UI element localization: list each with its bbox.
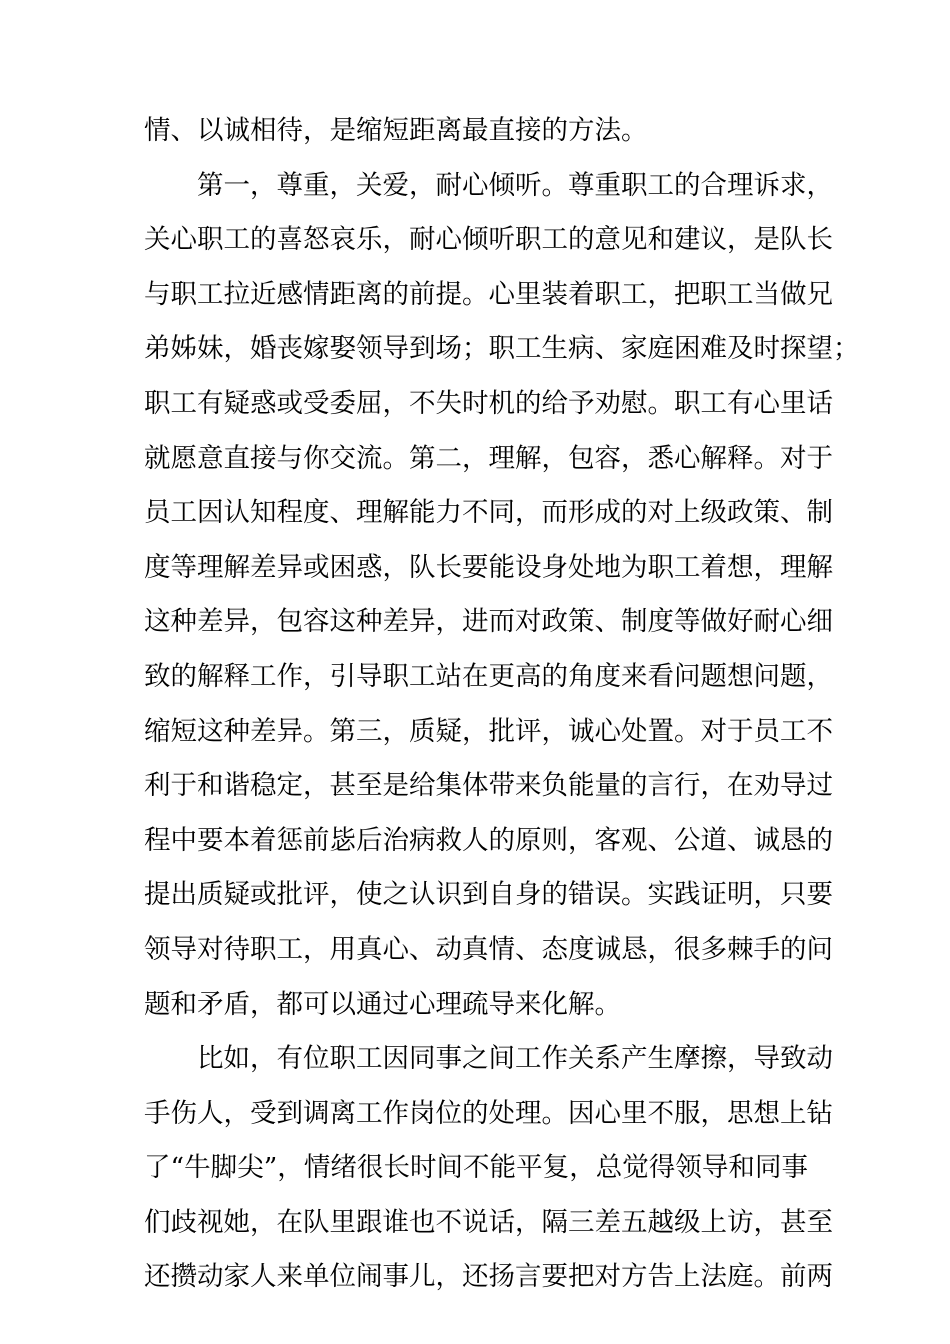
text-line: 手伤人，受到调离工作岗位的处理。因心里不服，思想上钻 [144, 1097, 833, 1129]
text-line: 比如，有位职工因同事之间工作关系产生摩擦，导致动 [197, 1043, 833, 1075]
text-line: 职工有疑惑或受委屈，不失时机的给予劝慰。职工有心里话 [144, 387, 833, 419]
text-line: 与职工拉近感情距离的前提。心里装着职工，把职工当做兄 [144, 278, 833, 310]
text-line: 度等理解差异或困惑，队长要能设身处地为职工着想，理解 [144, 551, 833, 583]
text-line: 就愿意直接与你交流。第二，理解，包容，悉心解释。对于 [144, 442, 833, 474]
text-line: 利于和谐稳定，甚至是给集体带来负能量的言行，在劝导过 [144, 770, 833, 802]
text-line: 题和矛盾，都可以通过心理疏导来化解。 [144, 988, 621, 1020]
text-line: 关心职工的喜怒哀乐，耐心倾听职工的意见和建议，是队长 [144, 224, 833, 256]
text-line: 程中要本着惩前毖后治病救人的原则，客观、公道、诚恳的 [144, 824, 833, 856]
text-line: 弟姊妹，婚丧嫁娶领导到场；职工生病、家庭困难及时探望； [144, 333, 860, 365]
text-line: 提出质疑或批评，使之认识到自身的错误。实践证明，只要 [144, 879, 833, 911]
text-line: 还攒动家人来单位闹事儿，还扬言要把对方告上法庭。前两 [144, 1261, 833, 1293]
body-text [144, 104, 860, 1305]
text-line: 领导对待职工，用真心、动真情、态度诚恳，很多棘手的问 [144, 933, 833, 965]
text-line: 员工因认知程度、理解能力不同，而形成的对上级政策、制 [144, 497, 833, 529]
text-line: 第一，尊重，关爱，耐心倾听。尊重职工的合理诉求， [197, 169, 833, 201]
text-line: 这种差异，包容这种差异，进而对政策、制度等做好耐心细 [144, 606, 833, 638]
text-line: 了“牛脚尖”，情绪很长时间不能平复，总觉得领导和同事 [144, 1152, 808, 1184]
text-line: 们歧视她，在队里跟谁也不说话，隔三差五越级上访，甚至 [144, 1206, 833, 1238]
text-line: 缩短这种差异。第三，质疑，批评，诚心处置。对于员工不 [144, 715, 833, 747]
text-line: 致的解释工作，引导职工站在更高的角度来看问题想问题， [144, 660, 833, 692]
text-line: 情、以诚相待，是缩短距离最直接的方法。 [144, 115, 648, 146]
